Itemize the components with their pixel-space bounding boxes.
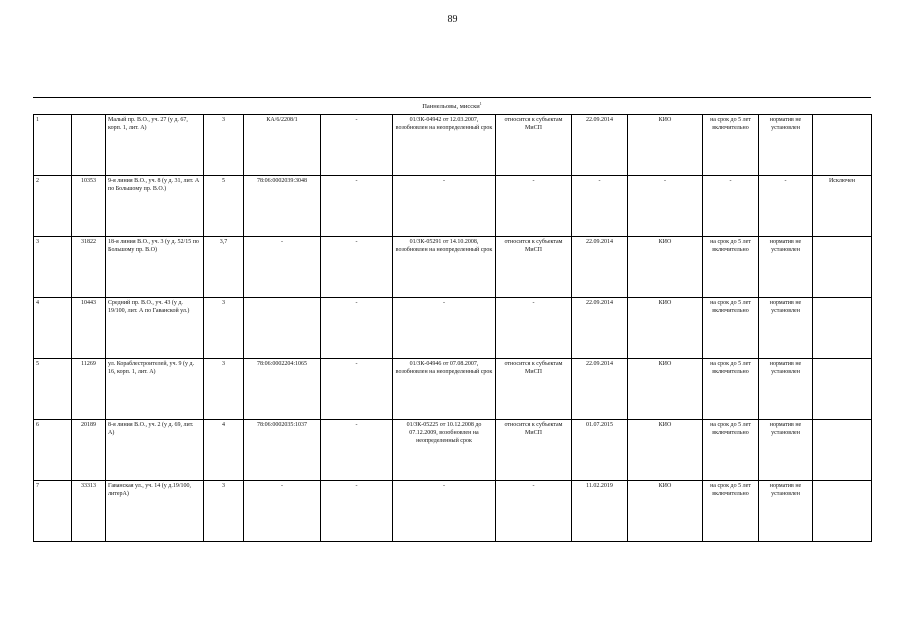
address-cell: ул. Кораблестроителей, уч. 9 (у д. 16, корп. 1, лит. А) (106, 359, 204, 420)
dash-cell: - (321, 359, 393, 420)
object-code (72, 115, 106, 176)
cadastre-cell: КА/6/2208/1 (244, 115, 321, 176)
table-title-text: Паннельовы, мисски (422, 103, 480, 111)
row-number: 3 (34, 237, 72, 298)
dash-cell: - (321, 481, 393, 542)
area-cell: 3 (204, 115, 244, 176)
address-cell: Малый пр. В.О., уч. 27 (у д. 67, корп. 1, лит. А) (106, 115, 204, 176)
category-cell: относится к субъектам МиСП (496, 420, 572, 481)
term-cell: на срок до 5 лет включительно (703, 237, 759, 298)
row-number: 2 (34, 176, 72, 237)
row-number: 7 (34, 481, 72, 542)
object-code: 33313 (72, 481, 106, 542)
row-number: 5 (34, 359, 72, 420)
dash-cell: - (321, 420, 393, 481)
address-cell: 18-я линия В.О., уч. 3 (у д. 52/15 по Большому пр. В.О) (106, 237, 204, 298)
term-cell: на срок до 5 лет включительно (703, 298, 759, 359)
address-cell: 8-я линия В.О., уч. 2 (у д. 69, лит. А) (106, 420, 204, 481)
table-row (34, 237, 872, 298)
address-cell: Средний пр. В.О., уч. 43 (у д. 19/100, лит. А по Гаванской ул.) (106, 298, 204, 359)
table-row (34, 115, 872, 176)
header-rule (33, 97, 871, 98)
note-cell (813, 420, 872, 481)
note-cell (813, 481, 872, 542)
object-code: 31822 (72, 237, 106, 298)
dash-cell: - (321, 298, 393, 359)
address-cell: Гаванская ул., уч. 14 (у д.19/100, литерА) (106, 481, 204, 542)
row-number: 1 (34, 115, 72, 176)
cadastre-cell: - (244, 481, 321, 542)
category-cell: - (496, 176, 572, 237)
table-row (34, 481, 872, 542)
norm-cell: норматив не установлен (759, 359, 813, 420)
table-row (34, 359, 872, 420)
dash-cell: - (321, 176, 393, 237)
date-cell: - (572, 176, 628, 237)
cadastre-cell: 78:06:0002204:1065 (244, 359, 321, 420)
organization-cell: КИО (628, 237, 703, 298)
organization-cell: КИО (628, 420, 703, 481)
table-row (34, 176, 872, 237)
object-code: 20189 (72, 420, 106, 481)
term-cell: на срок до 5 лет включительно (703, 359, 759, 420)
category-cell: - (496, 481, 572, 542)
category-cell: относится к субъектам МиСП (496, 115, 572, 176)
table-row (34, 298, 872, 359)
term-cell: на срок до 5 лет включительно (703, 481, 759, 542)
object-code: 10353 (72, 176, 106, 237)
organization-cell: - (628, 176, 703, 237)
term-cell: - (703, 176, 759, 237)
data-table (33, 114, 872, 542)
organization-cell: КИО (628, 359, 703, 420)
contract-cell: 01/ЗК-05291 от 14.10.2008, возобновлен на неопределенный срок (393, 237, 496, 298)
contract-cell: 01/ЗК-04942 от 12.03.2007, возобновлен на неопределенный срок (393, 115, 496, 176)
object-code: 11269 (72, 359, 106, 420)
norm-cell: - (759, 176, 813, 237)
area-cell: 5 (204, 176, 244, 237)
contract-cell: 01/ЗК-04946 от 07.08.2007, возобновлен на неопределенный срок (393, 359, 496, 420)
note-cell (813, 115, 872, 176)
organization-cell: КИО (628, 481, 703, 542)
note-cell (813, 298, 872, 359)
date-cell: 22.09.2014 (572, 359, 628, 420)
dash-cell: - (321, 115, 393, 176)
table-title (33, 101, 871, 110)
norm-cell: норматив не установлен (759, 115, 813, 176)
area-cell: 3,7 (204, 237, 244, 298)
row-number: 6 (34, 420, 72, 481)
norm-cell: норматив не установлен (759, 481, 813, 542)
contract-cell: 01/ЗК-05225 от 10.12.2008 до 07.12.2009, возобновлен на неопределенный срок (393, 420, 496, 481)
object-code: 10443 (72, 298, 106, 359)
organization-cell: КИО (628, 115, 703, 176)
date-cell: 22.09.2014 (572, 237, 628, 298)
category-cell: относится к субъектам МиСП (496, 237, 572, 298)
area-cell: 4 (204, 420, 244, 481)
cadastre-cell: 78:06:0002039:3048 (244, 176, 321, 237)
contract-cell: - (393, 176, 496, 237)
organization-cell: КИО (628, 298, 703, 359)
contract-cell: - (393, 298, 496, 359)
cadastre-cell: - (244, 237, 321, 298)
norm-cell: норматив не установлен (759, 237, 813, 298)
note-cell (813, 237, 872, 298)
area-cell: 3 (204, 298, 244, 359)
row-number: 4 (34, 298, 72, 359)
norm-cell: норматив не установлен (759, 298, 813, 359)
cadastre-cell (244, 298, 321, 359)
category-cell: относится к субъектам МиСП (496, 359, 572, 420)
area-cell: 3 (204, 359, 244, 420)
address-cell: 9-я линия В.О., уч. 8 (у д. 31, лит. А по Большому пр. В.О.) (106, 176, 204, 237)
page-number: 89 (447, 14, 458, 25)
note-cell: Исключен (813, 176, 872, 237)
dash-cell: - (321, 237, 393, 298)
area-cell: 3 (204, 481, 244, 542)
contract-cell: - (393, 481, 496, 542)
date-cell: 01.07.2015 (572, 420, 628, 481)
date-cell: 11.02.2019 (572, 481, 628, 542)
table-title-footnote: 1 (479, 101, 482, 106)
note-cell (813, 359, 872, 420)
term-cell: на срок до 5 лет включительно (703, 115, 759, 176)
table-row (34, 420, 872, 481)
cadastre-cell: 78:06:0002035:1037 (244, 420, 321, 481)
norm-cell: норматив не установлен (759, 420, 813, 481)
category-cell: - (496, 298, 572, 359)
date-cell: 22.09.2014 (572, 115, 628, 176)
term-cell: на срок до 5 лет включительно (703, 420, 759, 481)
date-cell: 22.09.2014 (572, 298, 628, 359)
